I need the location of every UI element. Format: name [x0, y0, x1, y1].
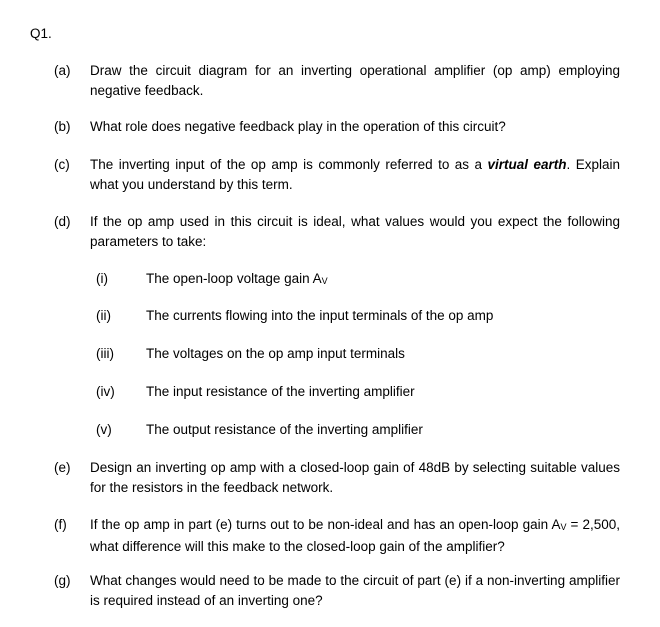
- virtual-earth-emphasis: virtual earth: [487, 157, 567, 172]
- part-a-label: (a): [54, 63, 71, 78]
- subpart-iv-label: (iv): [96, 384, 115, 399]
- part-c-text: [90, 155, 620, 195]
- part-f-subscript: V: [560, 522, 567, 532]
- subpart-i-label: (i): [96, 271, 108, 286]
- part-d-label: (d): [54, 214, 71, 229]
- part-b-label: (b): [54, 119, 71, 134]
- part-f-text-after: = 2,500, what difference will this make to the closed-loop gain of the amplifier?: [90, 517, 620, 554]
- part-g-text: What changes would need to be made to the circuit of part (e) if a non-inverting amplifier is required instead of an inverting one?: [90, 573, 620, 608]
- question-title: Q1.: [30, 26, 52, 41]
- part-e-label: (e): [54, 460, 71, 475]
- subpart-i-subscript: V: [321, 276, 328, 286]
- subpart-v-label: (v): [96, 422, 112, 437]
- part-a-text: Draw the circuit diagram for an inverting operational amplifier (op amp) employing negative feedback.: [90, 63, 620, 98]
- part-f-label: (f): [54, 517, 67, 532]
- part-c-text-before: The inverting input of the op amp is commonly referred to as a: [90, 157, 488, 172]
- part-f-text: [90, 515, 620, 557]
- subpart-iv-text: The input resistance of the inverting amplifier: [146, 384, 415, 399]
- subpart-ii-text: The currents flowing into the input terminals of the op amp: [146, 308, 494, 323]
- subpart-i-text-main: The open-loop voltage gain A: [146, 271, 322, 286]
- part-c-label: (c): [54, 157, 70, 172]
- subpart-i-text: [146, 269, 328, 291]
- part-f-text-before: If the op amp in part (e) turns out to be non-ideal and has an open-loop gain A: [90, 517, 561, 532]
- part-e-text: Design an inverting op amp with a closed-loop gain of 48dB by selecting suitable values for the resistors in the feedback network.: [90, 460, 620, 495]
- part-g-label: (g): [54, 573, 71, 588]
- part-c-text-after: . Explain what you understand by this term.: [90, 157, 621, 192]
- part-d-text: If the op amp used in this circuit is ideal, what values would you expect the following parameters to take:: [90, 214, 620, 249]
- subpart-iii-text: The voltages on the op amp input terminals: [146, 346, 405, 361]
- subpart-iii-label: (iii): [96, 346, 114, 361]
- part-b-text: What role does negative feedback play in the operation of this circuit?: [90, 119, 506, 134]
- subpart-ii-label: (ii): [96, 308, 111, 323]
- subpart-v-text: The output resistance of the inverting amplifier: [146, 422, 423, 437]
